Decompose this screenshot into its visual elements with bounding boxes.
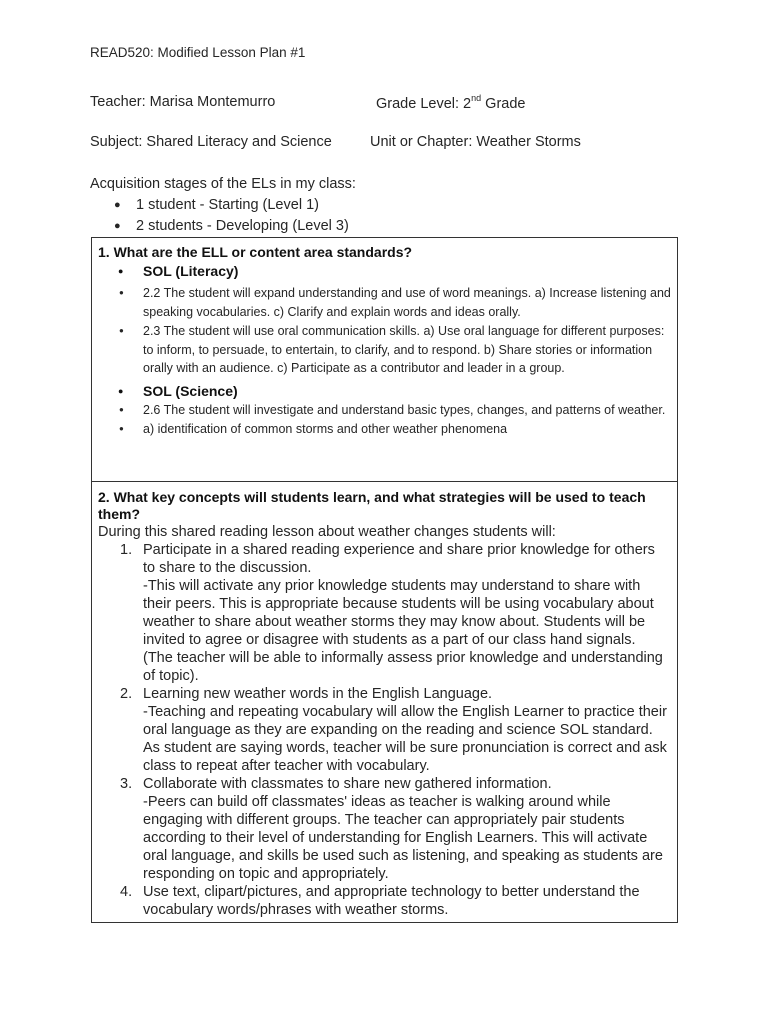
item-number: 4.: [120, 884, 133, 900]
item-text: Collaborate with classmates to share new gathered information.: [143, 776, 552, 792]
item-number: 3.: [120, 776, 133, 792]
concept-item: [92, 685, 677, 775]
item-text: Participate in a shared reading experience and share prior knowledge for others to share to the discussion.: [143, 542, 655, 576]
document-title: READ520: Modified Lesson Plan #1: [90, 45, 306, 60]
item-detail: -This will activate any prior knowledge students may understand to share with their peers. This is appropriate because students will be using vocabulary about weather to share about weather storms they may know about. Students will be invited to agree or disagree with students as a part of our class hand signals. (The teacher will be able to informally assess prior knowledge and understanding of topic).: [143, 578, 663, 684]
acquisition-list: [112, 195, 349, 237]
acquisition-item: ● 1 student - Starting (Level 1): [112, 195, 349, 216]
item-detail: -Peers can build off classmates' ideas as teacher is walking around while engaging with different groups. The teacher can appropriately pair students according to their level of understanding for English Learners. This will activate oral language, and skills be used such as listening, and speaking as students are responding on topic and appropriately.: [143, 794, 663, 882]
section2-intro: During this shared reading lesson about weather changes students will:: [98, 524, 556, 540]
grade-suffix: Grade: [481, 95, 526, 112]
unit-chapter: Unit or Chapter: Weather Storms: [370, 134, 581, 150]
acquisition-heading: Acquisition stages of the ELs in my class:: [90, 176, 356, 192]
acquisition-item: ● 2 students - Developing (Level 3): [112, 216, 349, 237]
teacher-name: Teacher: Marisa Montemurro: [90, 94, 276, 110]
concepts-box: [91, 482, 678, 923]
standard-item: ● 2.3 The student will use oral communication skills. a) Use oral language for different purposes: to inform, to persuade, to entertain, to clarify, and to respond. b) Share stories or information orally with an audience. c) Participate as a contributor and leader in a group.: [92, 322, 677, 378]
concept-item: [92, 541, 677, 685]
standards-box: [91, 237, 678, 482]
grade-level: [376, 94, 525, 112]
literacy-heading: ● SOL (Literacy): [92, 262, 677, 280]
item-text: Learning new weather words in the English Language.: [143, 686, 493, 702]
item-number: 1.: [120, 542, 133, 558]
concept-item: [92, 775, 677, 883]
science-heading: ● SOL (Science): [92, 382, 677, 400]
standard-item: ● 2.2 The student will expand understanding and use of word meanings. a) Increase listening and speaking vocabularies. c) Clarify and explain words and ideas orally.: [92, 284, 677, 321]
section2-heading: 2. What key concepts will students learn, and what strategies will be used to teach them?: [98, 489, 646, 522]
standards-list: [92, 262, 677, 439]
concept-item: [92, 883, 677, 919]
grade-superscript: nd: [471, 93, 482, 103]
concepts-list: [92, 541, 677, 919]
item-detail: -Teaching and repeating vocabulary will allow the English Learner to practice their oral language as they are expanding on the reading and science SOL standard. As student are saying words, teacher will be sure pronunciation is correct and ask class to repeat after teacher with vocabulary.: [143, 704, 667, 774]
section1-heading: 1. What are the ELL or content area standards?: [98, 244, 413, 260]
subject: Subject: Shared Literacy and Science: [90, 134, 332, 150]
item-number: 2.: [120, 686, 133, 702]
grade-label: Grade Level: 2: [376, 95, 472, 112]
item-text: Use text, clipart/pictures, and appropriate technology to better understand the vocabulary words/phrases with weather storms.: [143, 884, 640, 918]
standard-item: ● 2.6 The student will investigate and understand basic types, changes, and patterns of weather.: [92, 401, 677, 420]
standard-item: ● a) identification of common storms and other weather phenomena: [92, 420, 677, 439]
